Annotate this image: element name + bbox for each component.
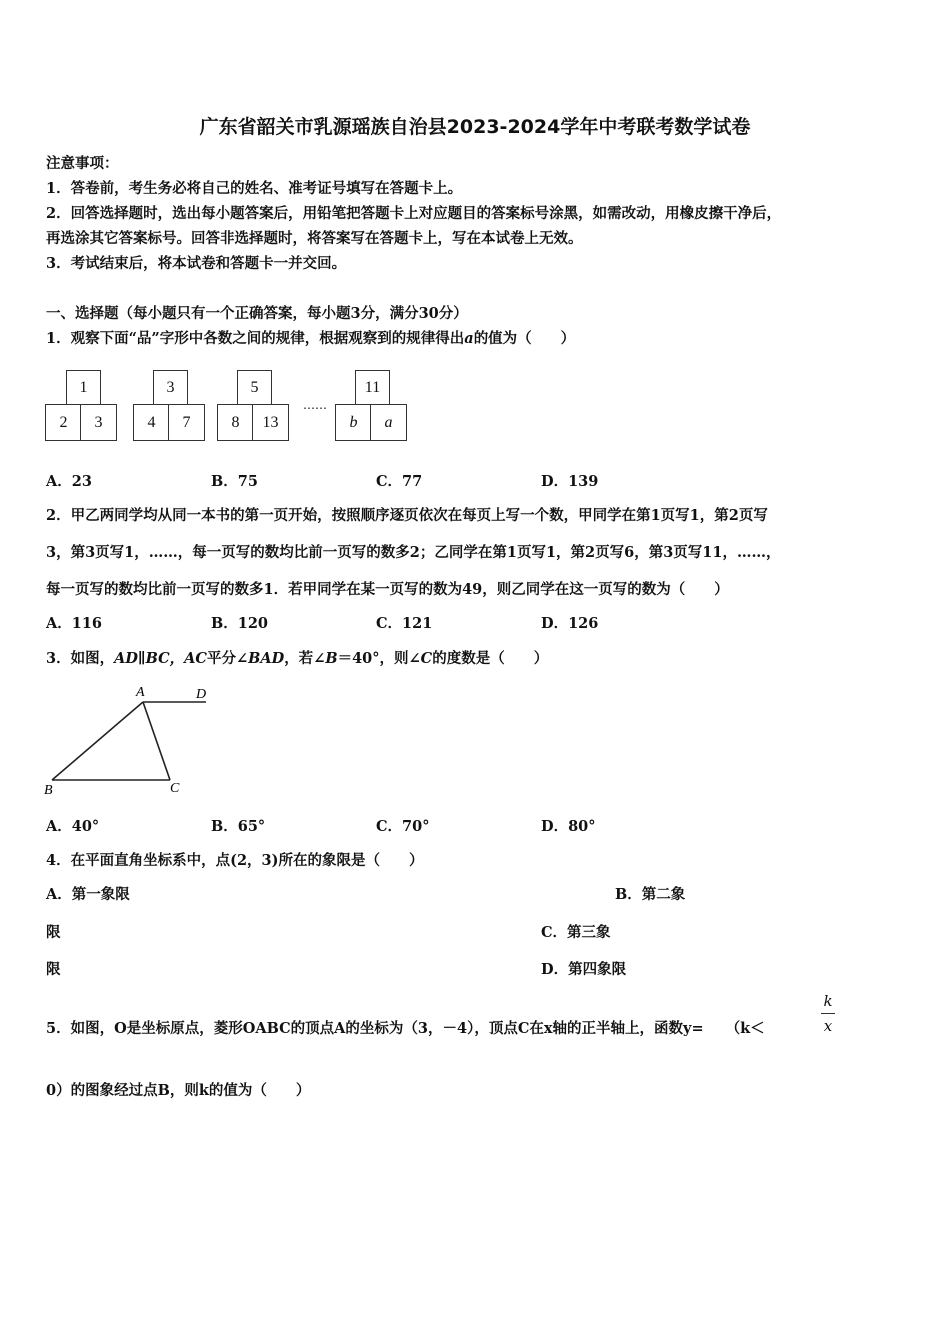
q4-option-c: C．第三象 bbox=[541, 924, 611, 941]
q1-option-c: C．77 bbox=[376, 473, 423, 490]
q3-option-b: B．65° bbox=[211, 818, 266, 835]
pin-right-1: 3 bbox=[80, 404, 117, 441]
q5-fraction-denominator: x bbox=[823, 1017, 833, 1035]
notice-item-2a: 2．回答选择题时，选出每小题答案后，用铅笔把答题卡上对应题目的答案标号涂黑，如需改动，用橡皮擦干净后， bbox=[46, 205, 782, 222]
section-heading: 一、选择题（每小题只有一个正确答案，每小题3分，满分30分） bbox=[46, 305, 468, 322]
q2-option-c: C．121 bbox=[376, 615, 433, 632]
q3-math-angle-bad: ∠BAD bbox=[235, 650, 285, 667]
pin-right-3: 13 bbox=[252, 404, 289, 441]
question-4-stem: 4．在平面直角坐标系中，点(2，3)所在的象限是（ ） bbox=[46, 852, 424, 869]
pin-left-1: 2 bbox=[45, 404, 82, 441]
question-3-stem bbox=[46, 647, 548, 668]
q3-text-c: ，若 bbox=[284, 650, 314, 667]
q3-triangle-figure bbox=[40, 680, 230, 800]
q2-option-b: B．120 bbox=[211, 615, 269, 632]
pin-left-3: 8 bbox=[217, 404, 254, 441]
q5-fraction-numerator: k bbox=[823, 992, 833, 1010]
q1-option-a: A．23 bbox=[46, 473, 92, 490]
q1-ellipsis: …… bbox=[303, 398, 327, 412]
question-1-stem bbox=[46, 327, 575, 348]
q3-text-e: 的度数是（ ） bbox=[432, 650, 549, 667]
label-a: A bbox=[136, 685, 145, 700]
q4-option-b-fragment: 限 bbox=[46, 924, 61, 941]
q5-fraction-bar bbox=[821, 1013, 835, 1014]
q5-text-a: 5．如图，O是坐标原点，菱形OABC的顶点A的坐标为（3，－4），顶点C在x轴的正半轴上，函数y= bbox=[46, 1020, 704, 1037]
q3-math-angle-b: ∠B bbox=[313, 650, 338, 667]
q4-option-a: A．第一象限 bbox=[46, 886, 130, 903]
q3-text-d: ＝40°，则 bbox=[337, 650, 409, 667]
q5-text-b: （k＜ bbox=[725, 1020, 765, 1037]
q4-option-d: D．第四象限 bbox=[541, 961, 627, 978]
question-5-line-1 bbox=[46, 1017, 765, 1038]
label-b: B bbox=[44, 783, 53, 798]
q3-text-a: 3．如图， bbox=[46, 650, 115, 667]
q4-option-b: B．第二象 bbox=[615, 886, 686, 903]
pin-top-1: 1 bbox=[66, 370, 101, 406]
notice-item-3: 3．考试结束后，将本试卷和答题卡一并交回。 bbox=[46, 255, 347, 272]
q1-option-d: D．139 bbox=[541, 473, 599, 490]
q3-option-d: D．80° bbox=[541, 818, 596, 835]
label-d: D bbox=[196, 687, 207, 702]
q1-stem-tail: 的值为（ ） bbox=[473, 330, 576, 347]
q2-option-a: A．116 bbox=[46, 615, 103, 632]
question-2-line-2: 3，第3页写1，……，每一页写的数均比前一页写的数多2；乙同学在第1页写1，第2页写6，第3页写11，……， bbox=[46, 544, 781, 561]
q4-option-c-fragment: 限 bbox=[46, 961, 61, 978]
q3-text-b: 平分 bbox=[206, 650, 236, 667]
pin-top-4: 11 bbox=[355, 370, 390, 406]
q3-option-c: C．70° bbox=[376, 818, 430, 835]
q2-option-d: D．126 bbox=[541, 615, 599, 632]
question-5-line-2: 0）的图象经过点B，则k的值为（ ） bbox=[46, 1082, 311, 1099]
notice-item-2b: 再选涂其它答案标号。回答非选择题时，将答案写在答题卡上，写在本试卷上无效。 bbox=[46, 230, 583, 247]
q1-variable: a bbox=[464, 330, 474, 347]
pin-top-2: 3 bbox=[153, 370, 188, 406]
q3-option-a: A．40° bbox=[46, 818, 100, 835]
segment-ac bbox=[143, 702, 170, 780]
q3-math-angle-c: ∠C bbox=[408, 650, 433, 667]
segment-ab bbox=[52, 702, 143, 780]
notice-item-1: 1．答卷前，考生务必将自己的姓名、准考证号填写在答题卡上。 bbox=[46, 180, 463, 197]
question-2-line-3: 每一页写的数均比前一页写的数多1．若甲同学在某一页写的数为49，则乙同学在这一页写的数为（ ） bbox=[46, 581, 729, 598]
page-title: 广东省韶关市乳源瑶族自治县2023-2024学年中考联考数学试卷 bbox=[199, 116, 751, 138]
q1-stem-text: 1．观察下面“品”字形中各数之间的规律，根据观察到的规律得出 bbox=[46, 330, 465, 347]
pin-right-2: 7 bbox=[168, 404, 205, 441]
q3-math-parallel: AD∥BC，AC bbox=[114, 650, 207, 667]
label-c: C bbox=[170, 781, 180, 796]
pin-right-4: a bbox=[370, 404, 407, 441]
pin-left-2: 4 bbox=[133, 404, 170, 441]
question-2-line-1: 2．甲乙两同学均从同一本书的第一页开始，按照顺序逐页依次在每页上写一个数，甲同学在第1页写1，第2页写 bbox=[46, 507, 768, 524]
q1-option-b: B．75 bbox=[211, 473, 258, 490]
pin-top-3: 5 bbox=[237, 370, 272, 406]
pin-left-4: b bbox=[335, 404, 372, 441]
notice-heading: 注意事项： bbox=[46, 155, 119, 172]
